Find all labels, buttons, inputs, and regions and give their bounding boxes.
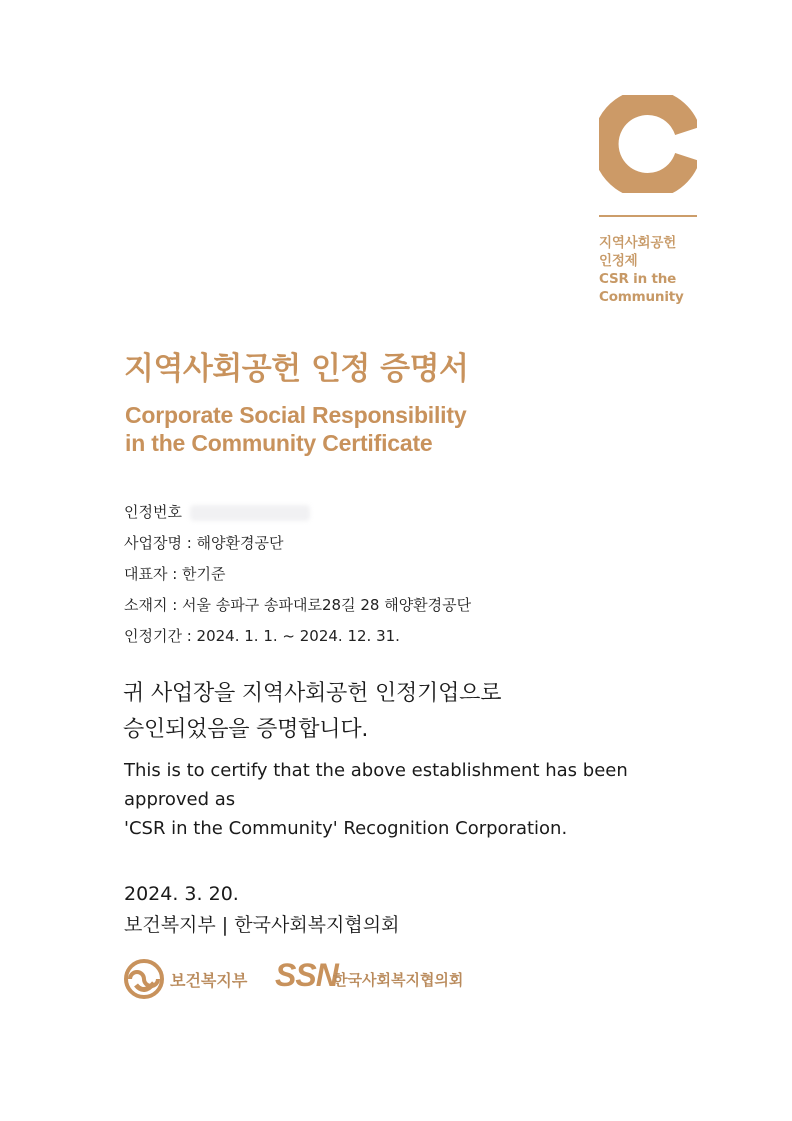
statement-en-line: This is to certify that the above establishment has been: [124, 760, 628, 781]
issue-block: [124, 879, 399, 941]
cert-number-label: 인정번호: [124, 503, 182, 521]
representative-row: 대표자 : 한기준: [124, 565, 226, 583]
c-mark-icon: [599, 95, 697, 193]
brand-divider: [599, 215, 697, 217]
statement-en-line: 'CSR in the Community' Recognition Corporation.: [124, 818, 568, 839]
statement-ko-line: 귀 사업장을 지역사회공헌 인정기업으로: [123, 681, 502, 706]
brand-line: 인정제: [599, 253, 638, 269]
council-logo: [275, 957, 605, 1001]
council-name: 한국사회복지협의회: [333, 971, 464, 989]
ministry-logo: [124, 959, 264, 999]
ministry-name: 보건복지부: [170, 971, 248, 990]
certificate-info: [124, 500, 471, 655]
statement-korean: [123, 676, 501, 748]
title-en-line: Corporate Social Responsibility: [125, 402, 467, 428]
address-row: 소재지 : 서울 송파구 송파대로28길 28 해양환경공단: [124, 596, 472, 614]
statement-en-line: approved as: [124, 789, 236, 810]
period-row: 인정기간 : 2024. 1. 1. ~ 2024. 12. 31.: [124, 627, 400, 645]
certificate-title-english: [125, 401, 466, 457]
csr-brand-mark: [599, 95, 697, 306]
redacted-cert-number: [190, 505, 310, 521]
brand-line: CSR in the: [599, 271, 677, 287]
brand-text: [599, 234, 697, 306]
issue-date: 2024. 3. 20.: [124, 883, 239, 905]
cert-number-row: [124, 500, 471, 531]
company-row: 사업장명 : 해양환경공단: [124, 534, 284, 552]
title-en-line: in the Community Certificate: [125, 430, 433, 456]
brand-line: 지역사회공헌: [599, 235, 677, 251]
statement-ko-line: 승인되었음을 증명합니다.: [123, 717, 369, 742]
taegeuk-icon: [124, 959, 164, 999]
certificate-title-korean: 지역사회공헌 인정 증명서: [124, 351, 469, 387]
ssn-mark: SSN: [275, 957, 338, 993]
issuers: 보건복지부 | 한국사회복지협의회: [124, 914, 400, 936]
statement-english: [124, 756, 628, 843]
brand-line: Community: [599, 289, 684, 305]
